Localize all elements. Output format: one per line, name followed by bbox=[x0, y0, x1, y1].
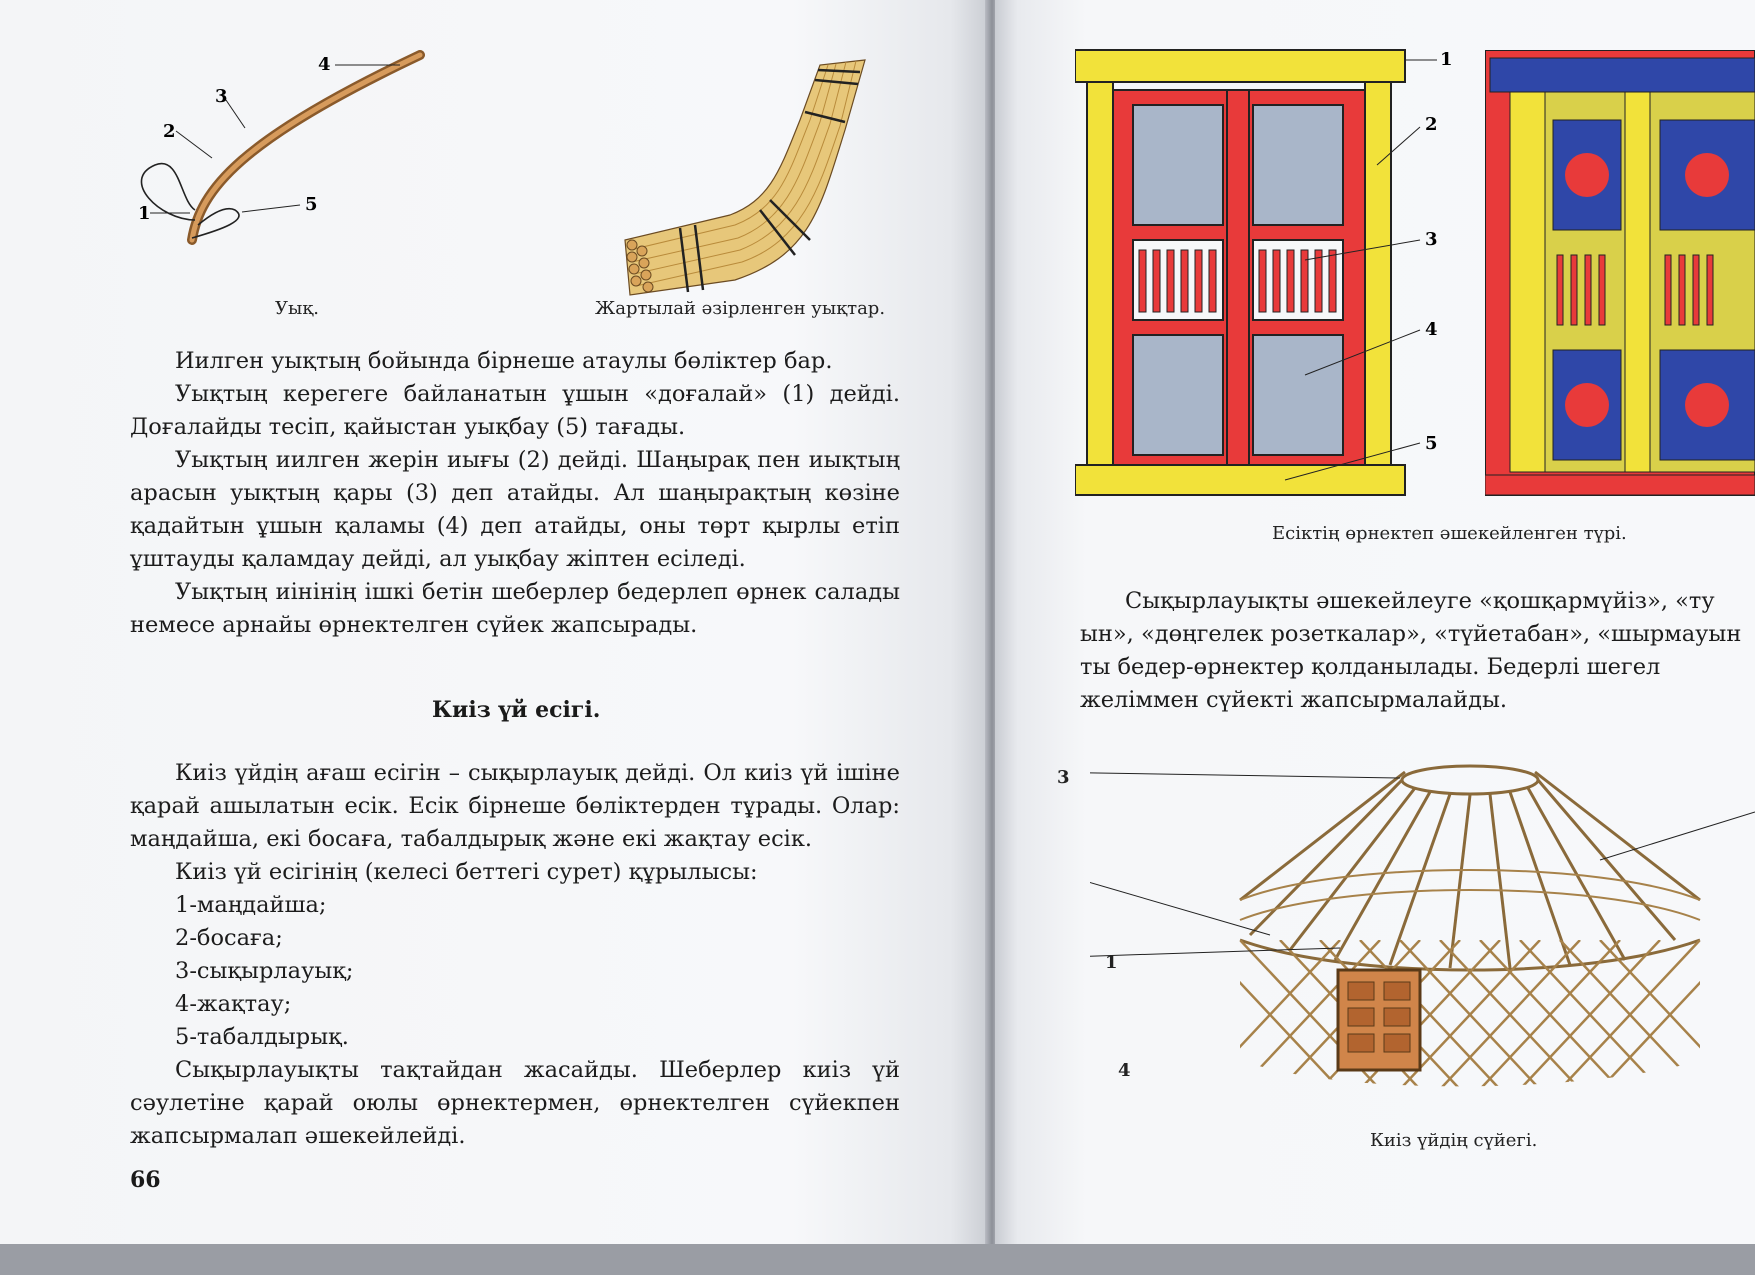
uyq-bundle-caption: Жартылай әзірленген уықтар. bbox=[595, 298, 886, 319]
door-label-5: 5 bbox=[1425, 433, 1438, 454]
uyq-bundle-figure bbox=[620, 50, 920, 300]
left-text-block-1 bbox=[130, 345, 900, 642]
page-number: 66 bbox=[130, 1167, 161, 1193]
yurt-label-3: 3 bbox=[1057, 767, 1070, 788]
door-caption: Есіктің өрнектеп әшекейленген түрі. bbox=[1272, 523, 1627, 544]
right-text-block bbox=[1080, 585, 1755, 717]
yurt-label-4: 4 bbox=[1118, 1060, 1131, 1081]
door-label-1: 1 bbox=[1440, 49, 1453, 70]
section-heading: Киіз үй есігі. bbox=[432, 697, 601, 723]
label-5: 5 bbox=[305, 194, 318, 215]
paragraph: Уықтың иилген жерін иығы (2) дейді. Шаңырақ пен иықтың арасын уықтың қары (3) деп атайды. Ал шаңырақтың көзіне қадайтын ұшын қаламы (4) деп атайды, оны төрт қырлы етіп ұштауды қаламдау дейді, ал уықбау жіптен есіледі. bbox=[130, 447, 900, 572]
left-text-block-2 bbox=[130, 757, 900, 1153]
uyq-caption: Уық. bbox=[275, 298, 319, 319]
paragraph: Киіз үйдің ағаш есігін – сықырлауық дейді. Ол киіз үй ішіне қарай ашылатын есік. Есік бірнеше бөліктерден тұрады. Олар: маңдайша, екі босаға, табалдырық және екі жақтау есік. bbox=[130, 760, 900, 852]
door-label-3: 3 bbox=[1425, 229, 1438, 250]
label-3: 3 bbox=[215, 86, 228, 107]
list-item: 3-сықырлауық; bbox=[175, 958, 354, 984]
door-label-2: 2 bbox=[1425, 114, 1438, 135]
paragraph: Сықырлауықты тақтайдан жасайды. Шеберлер киіз үй сәулетіне қарай оюлы өрнектермен, өрнектелген сүйекпен жапсырмалап әшекейлейді. bbox=[130, 1057, 900, 1149]
list-item: 4-жақтау; bbox=[175, 991, 292, 1017]
list-item: 5-табалдырық. bbox=[175, 1024, 349, 1050]
text-line: ын», «дөңгелек розеткалар», «түйетабан», «шырмауын bbox=[1080, 621, 1742, 647]
list-item: 1-маңдайша; bbox=[175, 892, 327, 918]
label-1: 1 bbox=[138, 203, 151, 224]
text-line: Сықырлауықты әшекейлеуге «қошқармүйіз», «ту bbox=[1125, 588, 1715, 614]
paragraph: Киіз үй есігінің (келесі беттегі сурет) құрылысы: bbox=[175, 859, 758, 885]
door-figure bbox=[1075, 45, 1455, 505]
uyq-figure bbox=[130, 50, 490, 280]
text-line: желіммен сүйекті жапсырмалайды. bbox=[1080, 687, 1508, 713]
ornamented-door-figure bbox=[1485, 50, 1755, 500]
paragraph: Иилген уықтың бойында бірнеше атаулы бөліктер бар. bbox=[175, 348, 833, 374]
text-line: ты бедер-өрнектер қолданылады. Бедерлі шегел bbox=[1080, 654, 1661, 680]
label-4: 4 bbox=[318, 54, 331, 75]
paragraph: Уықтың иінінің ішкі бетін шеберлер бедерлеп өрнек салады немесе арнайы өрнектелген сүйек жапсырады. bbox=[130, 579, 900, 638]
yurt-label-1: 1 bbox=[1105, 952, 1118, 973]
door-label-4: 4 bbox=[1425, 319, 1438, 340]
yurt-frame-figure bbox=[1090, 760, 1755, 1120]
paragraph: Уықтың керегеге байланатын ұшын «доғалай» (1) дейді. Доғалайды тесіп, қайыстан уықбау (5) тағады. bbox=[130, 381, 900, 440]
yurt-caption: Киіз үйдің сүйегі. bbox=[1370, 1130, 1538, 1151]
book-bottom-edge bbox=[0, 1244, 1755, 1275]
label-2: 2 bbox=[163, 121, 176, 142]
list-item: 2-босаға; bbox=[175, 925, 283, 951]
